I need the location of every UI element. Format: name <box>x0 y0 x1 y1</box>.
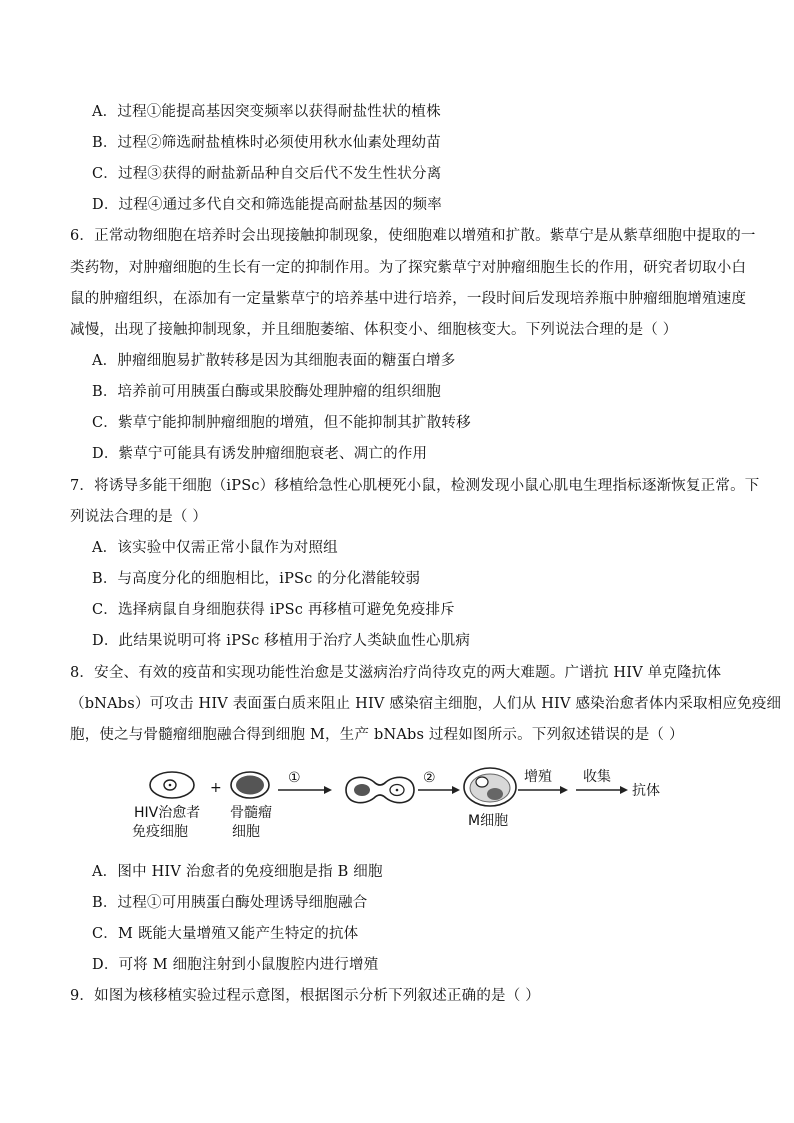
q6-stem-line-1: 6．正常动物细胞在培养时会出现接触抑制现象，使细胞难以增殖和扩散。紫草宁是从紫草细胞中提取的一 <box>70 228 756 244</box>
q6-option-a: A．肿瘤细胞易扩散转移是因为其细胞表面的糖蛋白增多 <box>92 353 456 369</box>
m-cell-label: M细胞 <box>468 813 509 829</box>
q8-stem-line-3: 胞，使之与骨髓瘤细胞融合得到细胞 M，生产 bNAbs 过程如图所示。下列叙述错误的是（ ） <box>70 727 684 743</box>
fusing-cells-icon <box>346 777 414 802</box>
arrow-proliferate <box>518 786 568 794</box>
q8-option-a: A．图中 HIV 治愈者的免疫细胞是指 B 细胞 <box>92 864 383 880</box>
q7-option-c: C．选择病鼠自身细胞获得 iPSc 再移植可避免免疫排斥 <box>92 602 455 618</box>
q8-stem-line-2: （bNAbs）可攻击 HIV 表面蛋白质来阻止 HIV 感染宿主细胞，人们从 HIV 感染治愈者体内采取相应免疫细 <box>70 696 782 712</box>
q6-stem-line-2: 类药物，对肿瘤细胞的生长有一定的抑制作用。为了探究紫草宁对肿瘤细胞生长的作用，研究者切取小白 <box>70 260 747 276</box>
q7-option-a: A．该实验中仅需正常小鼠作为对照组 <box>92 540 338 556</box>
collect-label: 收集 <box>583 769 611 785</box>
q7-option-d: D．此结果说明可将 iPSc 移植用于治疗人类缺血性心肌病 <box>92 633 471 649</box>
q9-stem: 9．如图为核移植实验过程示意图，根据图示分析下列叙述正确的是（ ） <box>70 988 540 1004</box>
q6-stem-line-3: 鼠的肿瘤组织，在添加有一定量紫草宁的培养基中进行培养，一段时间后发现培养瓶中肿瘤细胞增殖速度 <box>70 291 747 307</box>
step-2-label: ② <box>423 770 436 786</box>
myeloma-cell-icon <box>231 772 269 798</box>
q6-option-c: C．紫草宁能抑制肿瘤细胞的增殖，但不能抑制其扩散转移 <box>92 415 471 431</box>
q8-option-c: C．M 既能大量增殖又能产生特定的抗体 <box>92 926 359 942</box>
proliferate-label: 增殖 <box>524 769 552 785</box>
q5-option-a: A．过程①能提高基因突变频率以获得耐盐性状的植株 <box>92 104 441 120</box>
plus-sign: + <box>210 780 222 796</box>
q8-option-b: B．过程①可用胰蛋白酶处理诱导细胞融合 <box>92 895 368 911</box>
q8-option-d: D．可将 M 细胞注射到小鼠腹腔内进行增殖 <box>92 957 379 973</box>
arrow-collect <box>576 786 628 794</box>
step-1-label: ① <box>288 770 301 786</box>
q7-stem-line-2: 列说法合理的是（ ） <box>70 509 208 525</box>
immune-cell-icon <box>150 772 194 798</box>
q5-option-c: C．过程③获得的耐盐新品种自交后代不发生性状分离 <box>92 166 442 182</box>
q6-option-b: B．培养前可用胰蛋白酶或果胶酶处理肿瘤的组织细胞 <box>92 384 441 400</box>
m-cell-icon <box>464 768 516 806</box>
q5-option-d: D．过程④通过多代自交和筛选能提高耐盐基因的频率 <box>92 197 442 213</box>
myeloma-cell-label-line-2: 细胞 <box>232 824 260 840</box>
q7-stem-line-1: 7．将诱导多能干细胞（iPSc）移植给急性心肌梗死小鼠，检测发现小鼠心肌电生理指标逐渐恢复正常。下 <box>70 478 760 494</box>
arrow-step-1 <box>278 786 332 794</box>
q5-option-b: B．过程②筛选耐盐植株时必须使用秋水仙素处理幼苗 <box>92 135 441 151</box>
q6-option-d: D．紫草宁可能具有诱发肿瘤细胞衰老、凋亡的作用 <box>92 446 428 462</box>
immune-cell-label-line-2: 免疫细胞 <box>132 824 188 840</box>
q6-stem-line-4: 减慢，出现了接触抑制现象，并且细胞萎缩、体积变小、细胞核变大。下列说法合理的是（ ） <box>70 322 678 338</box>
myeloma-cell-label-line-1: 骨髓瘤 <box>230 805 272 821</box>
q7-option-b: B．与高度分化的细胞相比，iPSc 的分化潜能较弱 <box>92 571 421 587</box>
immune-cell-label-line-1: HIV治愈者 <box>134 805 201 821</box>
q8-process-diagram <box>120 762 680 852</box>
q8-stem-line-1: 8．安全、有效的疫苗和实现功能性治愈是艾滋病治疗尚待攻克的两大难题。广谱抗 HIV 单克隆抗体 <box>70 665 722 681</box>
arrow-step-2 <box>418 786 460 794</box>
antibody-label: 抗体 <box>632 783 660 799</box>
